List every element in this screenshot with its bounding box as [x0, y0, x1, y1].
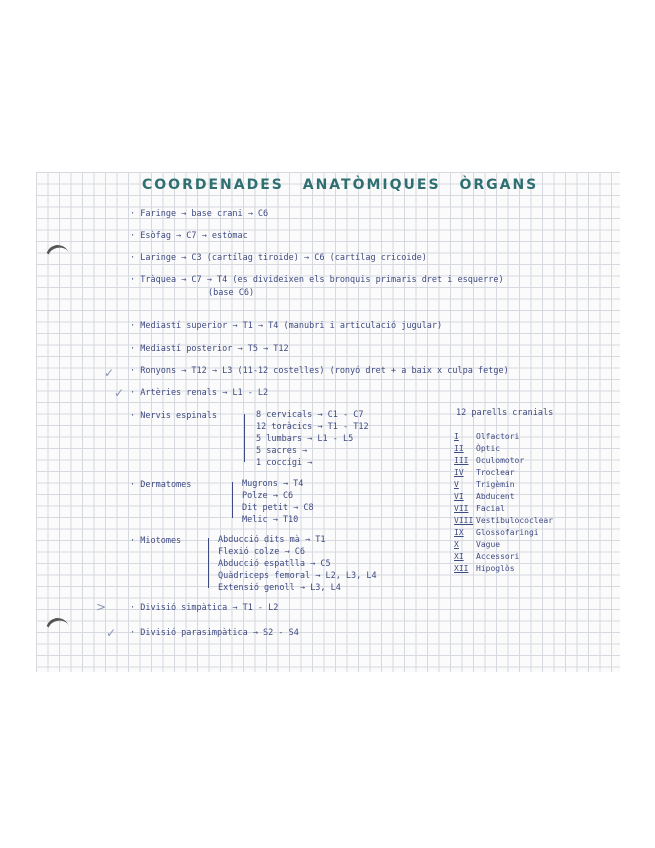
miotome-row: Flexió colze → C6: [218, 547, 305, 557]
dermatome-row: Melic → T10: [242, 515, 299, 525]
cranial-name: Vague: [476, 540, 501, 549]
cranial-num: XII: [454, 564, 469, 573]
cranial-num: VI: [454, 492, 464, 501]
note-traquea-base: (base C6): [208, 288, 255, 298]
title-word: COORDENADES: [142, 177, 284, 193]
cranial-name: Abducent: [476, 492, 515, 501]
cranial-name: Olfactori: [476, 432, 520, 441]
cranial-name: Troclear: [476, 468, 515, 477]
note-divisio-parasimpatica: · Divisió parasimpàtica → S2 - S4: [130, 628, 299, 638]
cranial-nerve-row: [454, 504, 505, 513]
miotome-row: Abducció espatlla → C5: [218, 559, 331, 569]
cranial-name: Facial: [476, 504, 505, 513]
cranial-num: VII: [454, 504, 469, 513]
cranial-nerve-row: [454, 516, 553, 525]
note-miotomes: · Miotomes: [130, 536, 182, 546]
note-arteries-renals: · Artèries renals → L1 - L2: [130, 388, 269, 398]
cranial-nerve-row: [454, 456, 524, 465]
cranial-name: Hipoglòs: [476, 564, 515, 573]
margin-check-icon: ✓: [104, 366, 115, 380]
cranial-nerve-row: [454, 528, 539, 537]
note-dermatomes: · Dermatomes: [130, 480, 192, 490]
cranial-num: I: [454, 432, 459, 441]
cranial-nerve-row: [454, 552, 519, 561]
note-laringe: · Laringe → C3 (cartílag tiroide) → C6 (cartílag cricoide): [130, 253, 427, 263]
miotome-row: Extensió genoll → L3, L4: [218, 583, 341, 593]
note-mediasti-posterior: · Mediastí posterior → T5 → T12: [130, 344, 289, 354]
cranial-num: V: [454, 480, 459, 489]
bracket-nervis: [244, 414, 245, 462]
cranial-nerve-row: [454, 480, 515, 489]
cranial-nerve-row: [454, 468, 515, 477]
nervis-row: 8 cervicals → C1 - C7: [256, 410, 364, 420]
cranial-name: Accessori: [476, 552, 520, 561]
dermatome-row: Polze → C6: [242, 491, 294, 501]
cranial-nerve-row: [454, 540, 500, 549]
cranial-num: X: [454, 540, 459, 549]
cranial-name: Trigèmin: [476, 480, 515, 489]
note-mediasti-superior: · Mediastí superior → T1 → T4 (manubri i articulació jugular): [130, 321, 443, 331]
note-faringe: · Faringe → base crani → C6: [130, 209, 269, 219]
cranial-num: IX: [454, 528, 464, 537]
dermatome-row: Mugrons → T4: [242, 479, 304, 489]
note-traquea: · Tràquea → C7 → T4 (es divideixen els bronquis primaris dret i esquerre): [130, 275, 504, 285]
cranial-nerve-row: [454, 444, 500, 453]
nervis-row: 1 coccígi →: [256, 458, 313, 468]
bracket-miotomes: [208, 538, 209, 588]
cranial-nerves-title: 12 parells cranials: [456, 408, 554, 418]
page-title: [142, 177, 550, 193]
cranial-num: III: [454, 456, 469, 465]
nervis-row: 12 toràcics → T1 - T12: [256, 422, 369, 432]
cranial-name: Vestibulococlear: [476, 516, 554, 525]
cranial-name: Glossofaringi: [476, 528, 539, 537]
nervis-row: 5 lumbars → L1 - L5: [256, 434, 354, 444]
cranial-nerve-row: [454, 432, 519, 441]
cranial-num: II: [454, 444, 464, 453]
margin-check-icon: ✓: [106, 626, 117, 640]
cranial-nerve-row: [454, 492, 515, 501]
miotome-row: Abducció dits mà → T1: [218, 535, 326, 545]
bracket-dermatomes: [232, 482, 233, 518]
note-divisio-simpatica: · Divisió simpàtica → T1 - L2: [130, 603, 279, 613]
note-ronyons: · Ronyons → T12 → L3 (11-12 costelles) (ronyó dret + a baix x culpa fetge): [130, 366, 509, 376]
margin-arrow-icon: >: [96, 600, 107, 614]
note-esofag: · Esòfag → C7 → estòmac: [130, 231, 248, 241]
margin-check-icon: ✓: [114, 386, 125, 400]
cranial-name: Òptic: [476, 444, 501, 453]
dermatome-row: Dit petit → C8: [242, 503, 314, 513]
note-nervis-espinals: · Nervis espinals: [130, 411, 217, 421]
title-word: ANATÒMIQUES: [302, 177, 441, 193]
cranial-num: XI: [454, 552, 464, 561]
title-word: ÒRGANS: [459, 177, 539, 193]
cranial-name: Oculomotor: [476, 456, 525, 465]
cranial-num: IV: [454, 468, 464, 477]
cranial-num: VIII: [454, 516, 474, 525]
nervis-row: 5 sacres →: [256, 446, 308, 456]
miotome-row: Quàdriceps femoral → L2, L3, L4: [218, 571, 377, 581]
cranial-nerve-row: [454, 564, 515, 573]
